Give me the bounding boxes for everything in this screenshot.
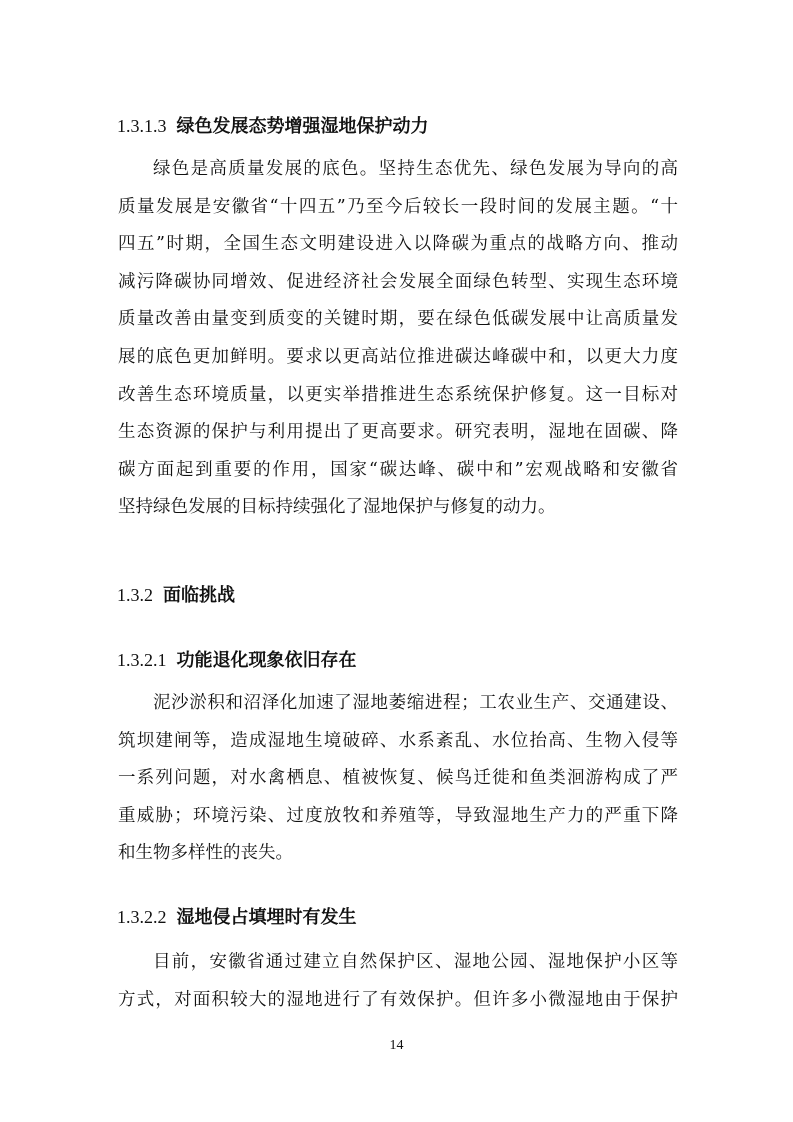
heading-text: 功能退化现象依旧存在 bbox=[176, 650, 357, 671]
text-line: 目前，安徽省通过建立自然保护区、湿地公园、湿地保护小区等 bbox=[153, 952, 678, 972]
paragraph-wetland-occupation bbox=[118, 944, 678, 1019]
text-line: 改善生态环境质量，以更实举措推进生态系统保护修复。这一目标对 bbox=[118, 384, 678, 405]
text-line: 泥沙淤积和沼泽化加速了湿地萎缩进程；工农业生产、交通建设、 bbox=[153, 693, 678, 713]
heading-1-3-2-1 bbox=[117, 646, 357, 672]
text-line: 和生物多样性的丧失。 bbox=[118, 843, 293, 864]
text-line: 方式，对面积较大的湿地进行了有效保护。但许多小微湿地由于保护 bbox=[118, 989, 678, 1010]
text-line: 坚持绿色发展的目标持续强化了湿地保护与修复的动力。 bbox=[118, 497, 556, 518]
text-line: 减污降碳协同增效、促进经济社会发展全面绿色转型、实现生态环境 bbox=[118, 271, 678, 292]
text-line: 绿色是高质量发展的底色。坚持生态优先、绿色发展为导向的高 bbox=[153, 159, 678, 179]
paragraph-green-development bbox=[118, 151, 678, 527]
heading-text: 面临挑战 bbox=[163, 585, 235, 606]
text-line: 质量发展是安徽省“十四五”乃至今后较长一段时间的发展主题。“十 bbox=[118, 196, 678, 217]
text-line: 展的底色更加鲜明。要求以更高站位推进碳达峰碳中和，以更大力度 bbox=[118, 346, 678, 367]
text-line: 质量改善由量变到质变的关键时期，要在绿色低碳发展中让高质量发 bbox=[118, 309, 678, 330]
text-line: 碳方面起到重要的作用，国家“碳达峰、碳中和”宏观战略和安徽省 bbox=[118, 459, 678, 480]
heading-number: 1.3.2.1 bbox=[117, 650, 167, 670]
heading-number: 1.3.2.2 bbox=[117, 907, 167, 927]
heading-text: 绿色发展态势增强湿地保护动力 bbox=[176, 116, 429, 137]
text-line: 四五”时期，全国生态文明建设进入以降碳为重点的战略方向、推动 bbox=[118, 234, 678, 255]
text-line: 生态资源的保护与利用提出了更高要求。研究表明，湿地在固碳、降 bbox=[118, 422, 678, 443]
heading-1-3-2-2 bbox=[117, 903, 357, 929]
heading-1-3-1-3 bbox=[117, 112, 429, 138]
text-line: 筑坝建闸等，造成湿地生境破碎、水系紊乱、水位抬高、生物入侵等 bbox=[118, 730, 678, 751]
paragraph-function-degradation bbox=[118, 685, 678, 873]
heading-text: 湿地侵占填埋时有发生 bbox=[176, 907, 357, 928]
text-line: 重威胁；环境污染、过度放牧和养殖等，导致湿地生产力的严重下降 bbox=[118, 805, 678, 826]
text-line: 一系列问题，对水禽栖息、植被恢复、候鸟迁徙和鱼类洄游构成了严 bbox=[118, 768, 678, 789]
heading-number: 1.3.2 bbox=[117, 585, 153, 605]
heading-1-3-2 bbox=[117, 581, 235, 607]
heading-number: 1.3.1.3 bbox=[117, 116, 167, 136]
page-number: 14 bbox=[389, 1038, 404, 1053]
